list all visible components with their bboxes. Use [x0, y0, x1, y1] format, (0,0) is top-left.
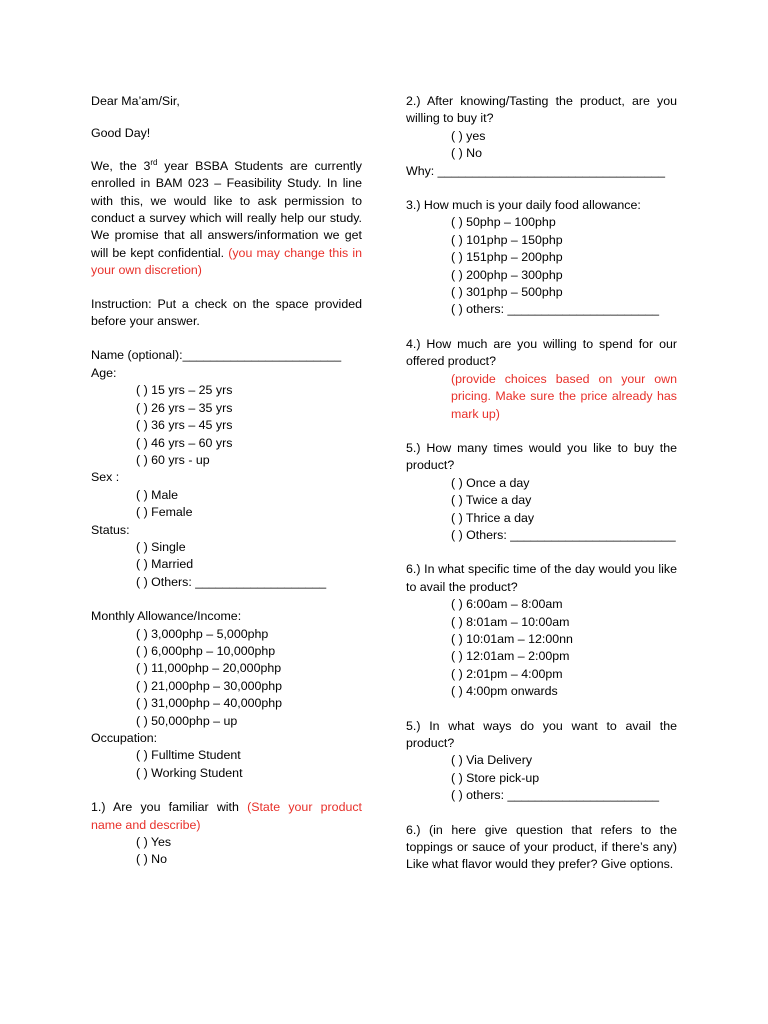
question-7-option[interactable]: ( ) others: ______________________ — [451, 788, 660, 803]
occupation-option[interactable]: ( ) Fulltime Student — [136, 748, 241, 763]
intro-note: (you may change this in your own discretion) — [91, 245, 363, 278]
question-7: 5.) In what ways do you want to avail the product? — [406, 718, 677, 750]
question-1-option[interactable]: ( ) Yes — [136, 835, 172, 850]
intro-paragraph — [91, 158, 362, 280]
question-8: 6.) (in here give question that refers to the toppings or sauce of your product, if there’s any) Like what flavor would they prefer? Give options. — [406, 822, 677, 872]
sex-option[interactable]: ( ) Male — [136, 487, 178, 502]
question-1 — [91, 799, 362, 834]
greeting: Good Day! — [91, 126, 151, 141]
question-2-option[interactable]: ( ) yes — [451, 128, 486, 143]
question-3-option[interactable]: ( ) 200php – 300php — [451, 267, 563, 282]
question-6-option[interactable]: ( ) 6:00am – 8:00am — [451, 597, 563, 612]
question-3-option[interactable]: ( ) 50php – 100php — [451, 215, 556, 230]
income-option[interactable]: ( ) 21,000php – 30,000php — [136, 678, 283, 693]
occupation-label: Occupation: — [91, 731, 158, 745]
instruction: Instruction: Put a check on the space provided before your answer. — [91, 296, 362, 329]
question-3-option[interactable]: ( ) 101php – 150php — [451, 232, 563, 247]
question-1-note: (State your product name and describe) — [91, 800, 362, 832]
question-2-option[interactable]: ( ) No — [451, 146, 482, 161]
question-2: 2.) After knowing/Tasting the product, are you willing to buy it? — [406, 94, 677, 126]
question-3-options — [406, 214, 677, 318]
status-option[interactable]: ( ) Single — [136, 539, 186, 554]
left-column — [91, 93, 362, 869]
question-2-why: Why: _________________________________ — [406, 163, 666, 178]
age-options — [91, 382, 362, 469]
question-5-options — [406, 475, 677, 545]
occupation-option[interactable]: ( ) Working Student — [136, 765, 243, 780]
age-option[interactable]: ( ) 15 yrs – 25 yrs — [136, 383, 233, 398]
question-7-option[interactable]: ( ) Via Delivery — [451, 753, 533, 768]
question-1-options — [91, 834, 362, 869]
intro-text-b: year BSBA Students are currently enrolled in BAM 023 – Feasibility Study. In line with this, we would like to ask permission to conduct a survey which will really help our study. We promise that all answers/information we get will be kept confidential. — [91, 158, 362, 260]
question-5-option[interactable]: ( ) Once a day — [451, 475, 530, 490]
question-1-option[interactable]: ( ) No — [136, 852, 167, 867]
question-6-option[interactable]: ( ) 12:01am – 2:00pm — [451, 649, 570, 664]
age-label: Age: — [91, 365, 117, 380]
question-5: 5.) How many times would you like to buy the product? — [406, 440, 677, 473]
question-3: 3.) How much is your daily food allowance: — [406, 198, 641, 213]
question-6-options — [406, 596, 677, 700]
income-option[interactable]: ( ) 6,000php – 10,000php — [136, 643, 276, 658]
income-option[interactable]: ( ) 3,000php – 5,000php — [136, 626, 269, 641]
income-label: Monthly Allowance/Income: — [91, 609, 242, 624]
status-option[interactable]: ( ) Others: ___________________ — [136, 574, 327, 589]
age-option[interactable]: ( ) 26 yrs – 35 yrs — [136, 400, 233, 415]
question-5-option[interactable]: ( ) Thrice a day — [451, 510, 535, 525]
question-5-option[interactable]: ( ) Twice a day — [451, 493, 532, 508]
income-options — [91, 626, 362, 730]
occupation-options — [91, 747, 362, 782]
status-label: Status: — [91, 522, 130, 537]
question-6: 6.) In what specific time of the day would you like to avail the product? — [406, 562, 677, 594]
intro-superscript: rd — [150, 157, 158, 167]
question-4: 4.) How much are you willing to spend for our offered product? — [406, 336, 677, 369]
income-option[interactable]: ( ) 31,000php – 40,000php — [136, 696, 283, 711]
question-6-option[interactable]: ( ) 10:01am – 12:00nn — [451, 631, 573, 646]
question-4-note: (provide choices based on your own pricing. Make sure the price already has mark up) — [451, 371, 677, 421]
name-field: Name (optional):_______________________ — [91, 348, 342, 363]
income-option[interactable]: ( ) 50,000php – up — [136, 713, 238, 728]
sex-options — [91, 487, 362, 522]
question-3-option[interactable]: ( ) 151php – 200php — [451, 250, 563, 265]
sex-option[interactable]: ( ) Female — [136, 505, 193, 520]
age-option[interactable]: ( ) 36 yrs – 45 yrs — [136, 418, 233, 433]
question-3-option[interactable]: ( ) others: ______________________ — [451, 302, 660, 317]
age-option[interactable]: ( ) 60 yrs - up — [136, 452, 210, 467]
question-6-option[interactable]: ( ) 4:00pm onwards — [451, 684, 558, 699]
question-2-options — [406, 128, 677, 163]
status-option[interactable]: ( ) Married — [136, 557, 194, 572]
income-option[interactable]: ( ) 11,000php – 20,000php — [136, 661, 282, 676]
question-6-option[interactable]: ( ) 2:01pm – 4:00pm — [451, 666, 563, 681]
sex-label: Sex : — [91, 470, 120, 485]
status-options — [91, 539, 362, 591]
age-option[interactable]: ( ) 46 yrs – 60 yrs — [136, 435, 233, 450]
intro-text-a: We, the 3 — [91, 158, 151, 173]
question-6-option[interactable]: ( ) 8:01am – 10:00am — [451, 614, 570, 629]
question-7-option[interactable]: ( ) Store pick-up — [451, 770, 540, 785]
question-7-options — [406, 752, 677, 804]
question-5-option[interactable]: ( ) Others: ________________________ — [451, 527, 676, 542]
right-column — [406, 93, 677, 874]
question-1-text: 1.) Are you familiar with — [91, 800, 248, 815]
question-3-option[interactable]: ( ) 301php – 500php — [451, 285, 563, 300]
salutation: Dear Ma’am/Sir, — [91, 94, 180, 108]
